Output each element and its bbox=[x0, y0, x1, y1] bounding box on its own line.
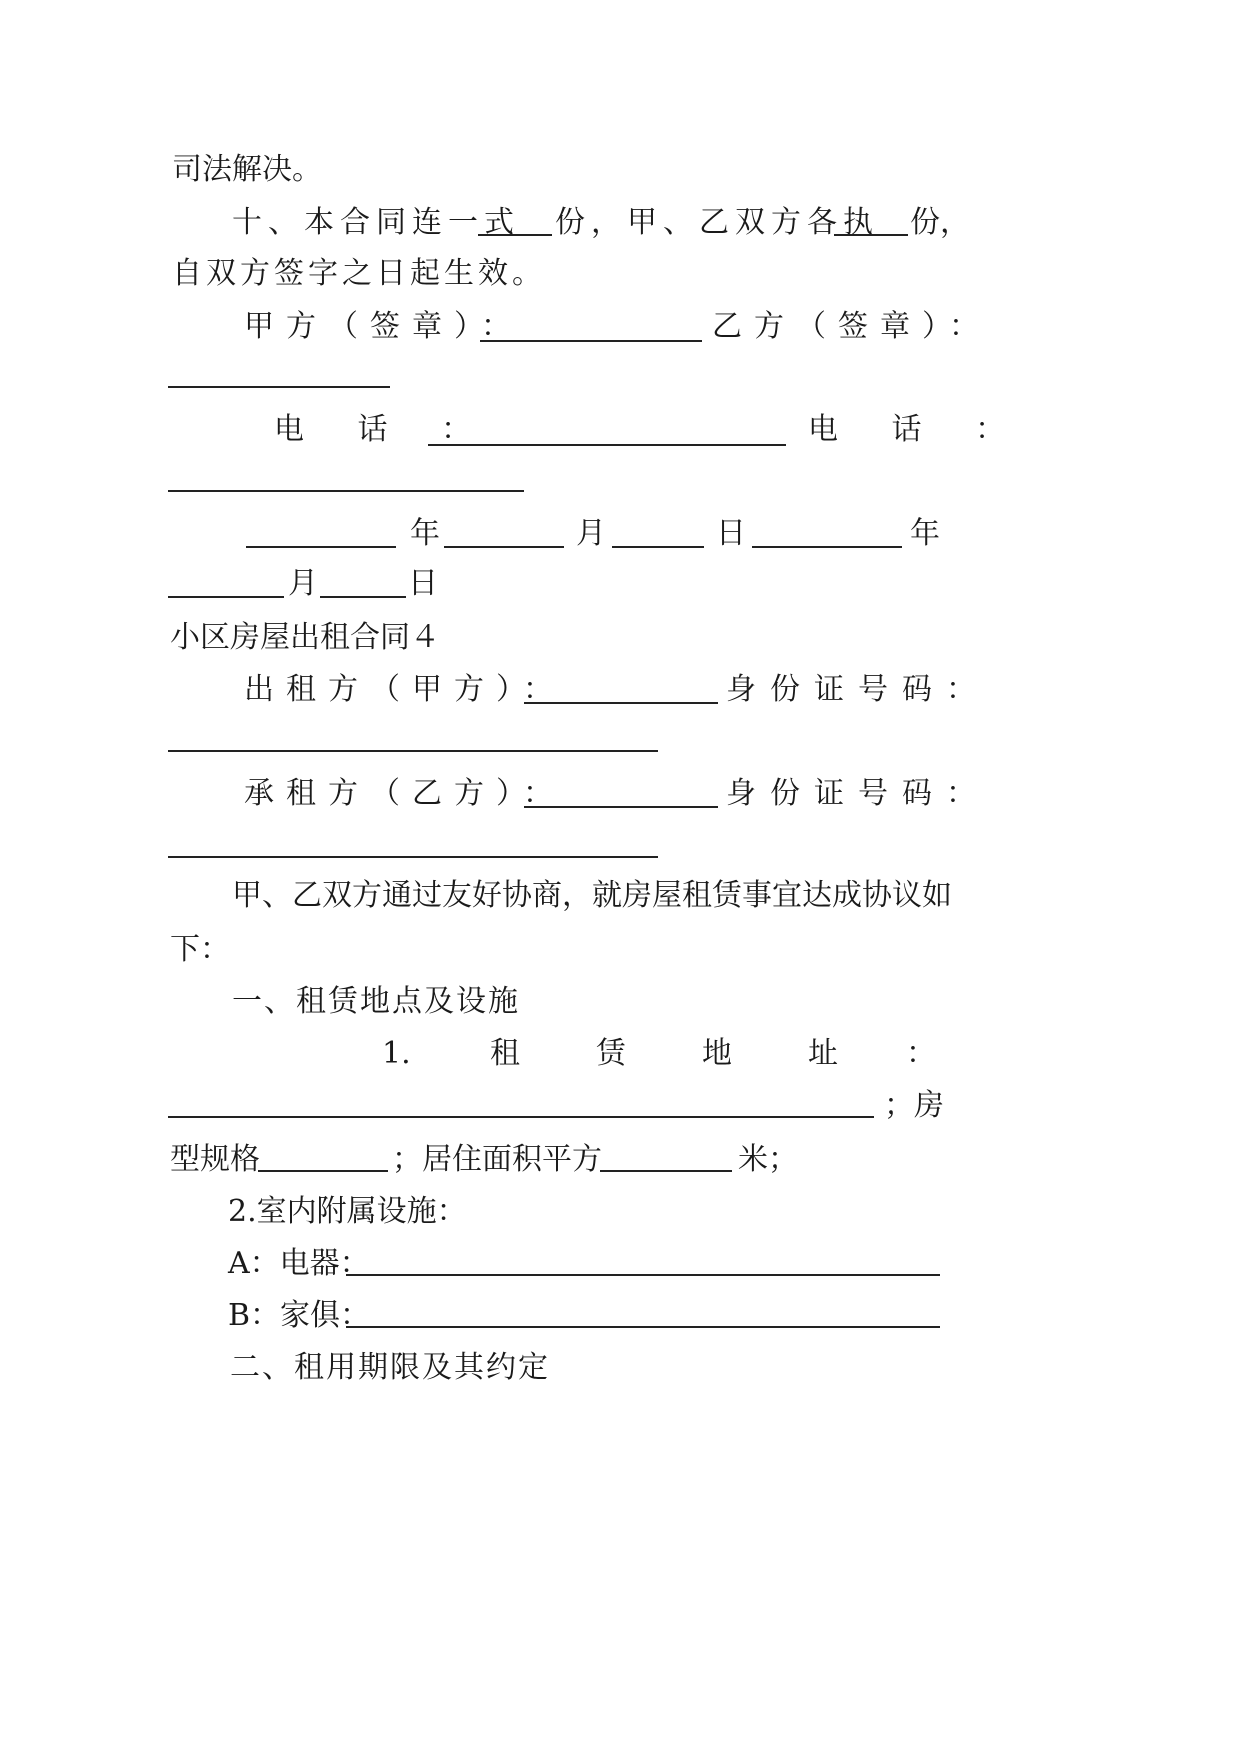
blank-party-a-phone bbox=[428, 444, 786, 446]
blank-day bbox=[612, 546, 704, 548]
text-line: 下： bbox=[170, 932, 230, 967]
appliances-line: A：电器： bbox=[228, 1246, 370, 1281]
blank-lessee-name bbox=[524, 806, 718, 808]
blank-copies-each bbox=[834, 234, 908, 236]
blank-furniture bbox=[346, 1326, 940, 1328]
address-label-line: 1. 租 赁 地 址 ： bbox=[382, 1036, 936, 1071]
blank-room-type bbox=[258, 1170, 388, 1172]
blank-party-a-signature bbox=[480, 340, 702, 342]
blank-party-b-signature bbox=[168, 386, 390, 388]
blank-month bbox=[168, 596, 284, 598]
blank-day bbox=[320, 596, 406, 598]
blank-appliances bbox=[346, 1274, 940, 1276]
signature-line: 甲方（签章）： 乙方（签章）： bbox=[244, 309, 991, 344]
text-line: ；房 bbox=[884, 1088, 944, 1123]
text-line: 2.室内附属设施： bbox=[228, 1194, 467, 1229]
blank-party-b-phone bbox=[168, 490, 524, 492]
furniture-line: B：家俱： bbox=[228, 1298, 371, 1333]
blank-lessee-id bbox=[168, 856, 658, 858]
lessee-line: 承租方（乙方）： 身份证号码： bbox=[244, 776, 990, 811]
section-title: 小区房屋出租合同４ bbox=[170, 620, 440, 655]
date-line: 月 日 bbox=[288, 566, 438, 601]
text-line: 甲、乙双方通过友好协商，就房屋租赁事宜达成协议如 bbox=[232, 878, 952, 913]
date-line: 年 月 日 年 bbox=[410, 516, 940, 551]
blank-year bbox=[752, 546, 902, 548]
room-spec-line: 型规格 ；居住面积平方 米； bbox=[170, 1142, 798, 1177]
blank-area bbox=[600, 1170, 732, 1172]
text-line: 司法解决。 bbox=[172, 152, 322, 187]
lessor-line: 出租方（甲方）： 身份证号码： bbox=[244, 672, 990, 707]
blank-lessor-id bbox=[168, 750, 658, 752]
blank-copies-total bbox=[478, 234, 552, 236]
section-heading: 一、租赁地点及设施 bbox=[232, 984, 520, 1019]
text-line: 十、本合同连一式 份，甲、乙双方各执 份， bbox=[232, 205, 970, 240]
blank-lessor-name bbox=[524, 702, 718, 704]
phone-line: 电 话 ： 电 话 ： bbox=[274, 412, 1028, 447]
blank-year bbox=[246, 546, 396, 548]
section-heading: 二、租用期限及其约定 bbox=[230, 1350, 550, 1385]
blank-month bbox=[444, 546, 564, 548]
text-line: 自双方签字之日起生效。 bbox=[172, 256, 546, 291]
